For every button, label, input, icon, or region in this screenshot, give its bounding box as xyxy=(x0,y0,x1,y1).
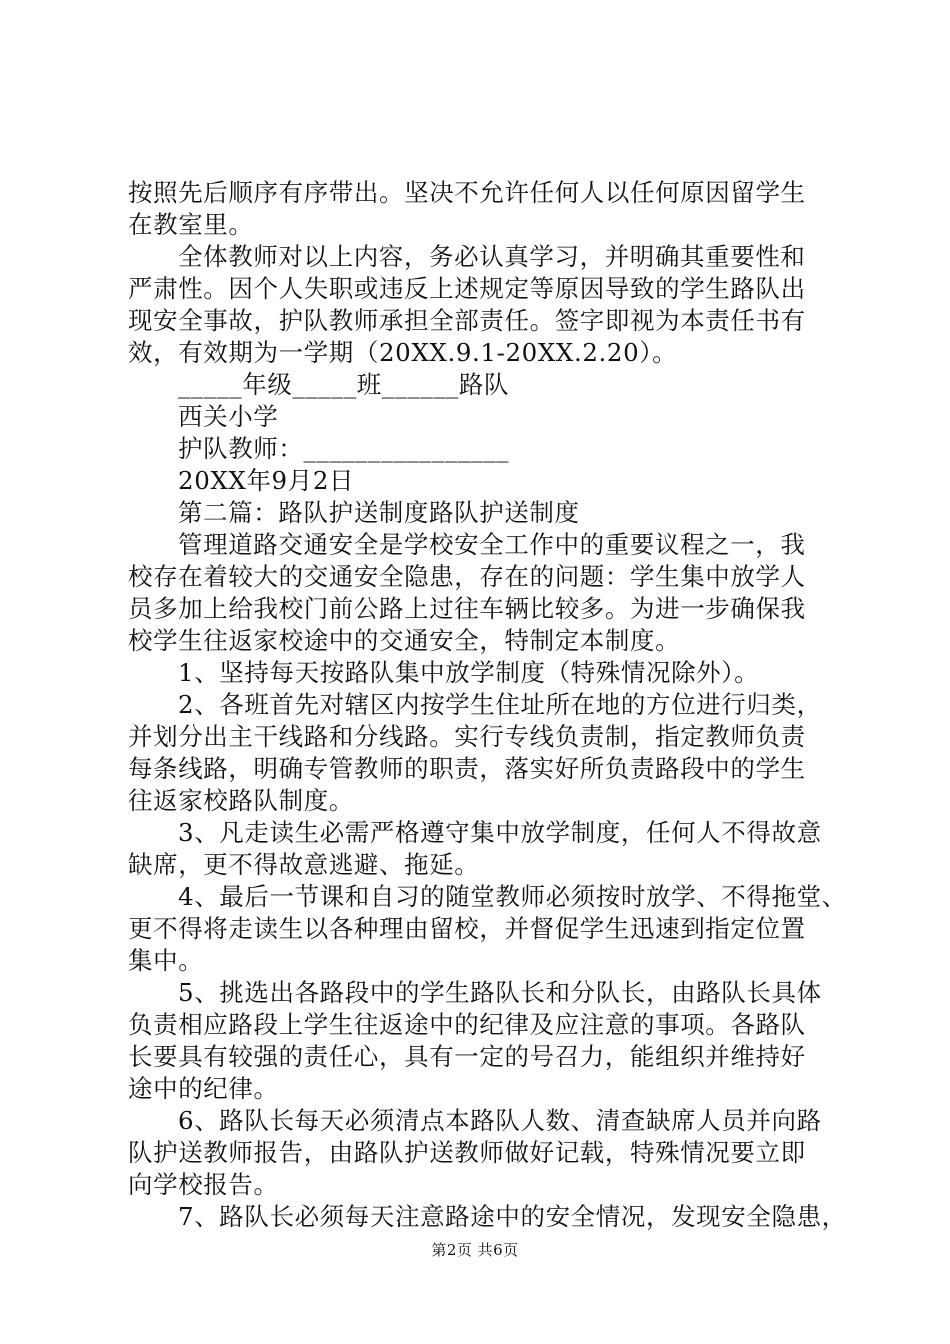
body-text-line: 严肃性。因个人失职或违反上述规定等原因导致的学生路队出 xyxy=(128,274,806,303)
rule-item-3: 3、凡走读生必需严格遵守集中放学制度，任何人不得故意 xyxy=(178,818,822,847)
class-route-line: _____年级_____班______路队 xyxy=(178,370,510,399)
body-text-line: 负责相应路段上学生往返途中的纪律及应注意的事项。各路队 xyxy=(128,1010,806,1039)
rule-item-6: 6、路队长每天必须清点本路队人数、清查缺席人员并向路 xyxy=(178,1106,822,1135)
section-heading: 第二篇：路队护送制度路队护送制度 xyxy=(178,498,580,527)
body-text-line: 按照先后顺序有序带出。坚决不允许任何人以任何原因留学生 xyxy=(128,178,806,207)
body-text-line: 队护送教师报告，由路队护送教师做好记载，特殊情况要立即 xyxy=(128,1138,806,1167)
body-text-line: 校学生往返家校途中的交通安全，特制定本制度。 xyxy=(128,626,681,655)
rule-item-5: 5、挑选出各路段中的学生路队长和分队长，由路队长具体 xyxy=(178,978,822,1007)
body-text-line: 长要具有较强的责任心，具有一定的号召力，能组织并维持好 xyxy=(128,1042,806,1071)
body-text-line: 并划分出主干线路和分线路。实行专线负责制，指定教师负责 xyxy=(128,722,806,751)
body-text-line: 校存在着较大的交通安全隐患，存在的问题：学生集中放学人 xyxy=(128,562,806,591)
rule-item-7: 7、路队长必须每天注意路途中的安全情况，发现安全隐患， xyxy=(178,1202,847,1231)
rule-item-2: 2、各班首先对辖区内按学生住址所在地的方位进行归类， xyxy=(178,690,822,719)
body-text-line: 更不得将走读生以各种理由留校，并督促学生迅速到指定位置 xyxy=(128,914,806,943)
body-text-line: 效，有效期为一学期（20XX.9.1-20XX.2.20）。 xyxy=(128,338,678,367)
body-text-line: 员多加上给我校门前公路上过往车辆比较多。为进一步确保我 xyxy=(128,594,806,623)
document-date: 20XX年9月2日 xyxy=(178,466,355,495)
paragraph-text-line: 管理道路交通安全是学校安全工作中的重要议程之一，我 xyxy=(178,530,806,559)
body-text-line: 缺席，更不得故意逃避、拖延。 xyxy=(128,850,480,879)
body-text-line: 每条线路，明确专管教师的职责，落实好所负责路段中的学生 xyxy=(128,754,806,783)
body-text-line: 在教室里。 xyxy=(128,210,254,239)
body-text-line: 集中。 xyxy=(128,946,204,975)
page-number-footer: 第2页 共6页 xyxy=(431,1241,519,1259)
rule-item-4: 4、最后一节课和自习的随堂教师必须按时放学、不得拖堂、 xyxy=(178,882,847,911)
rule-item-1: 1、坚持每天按路队集中放学制度（特殊情况除外）。 xyxy=(178,658,760,687)
body-text-line: 向学校报告。 xyxy=(128,1170,279,1199)
body-text-line: 途中的纪律。 xyxy=(128,1074,279,1103)
body-text-line: 往返家校路队制度。 xyxy=(128,786,354,815)
school-name: 西关小学 xyxy=(178,402,279,431)
teacher-signature-line: 护队教师：________________ xyxy=(178,434,510,463)
body-text-line: 现安全事故，护队教师承担全部责任。签字即视为本责任书有 xyxy=(128,306,806,335)
paragraph-text-line: 全体教师对以上内容，务必认真学习，并明确其重要性和 xyxy=(178,242,806,271)
